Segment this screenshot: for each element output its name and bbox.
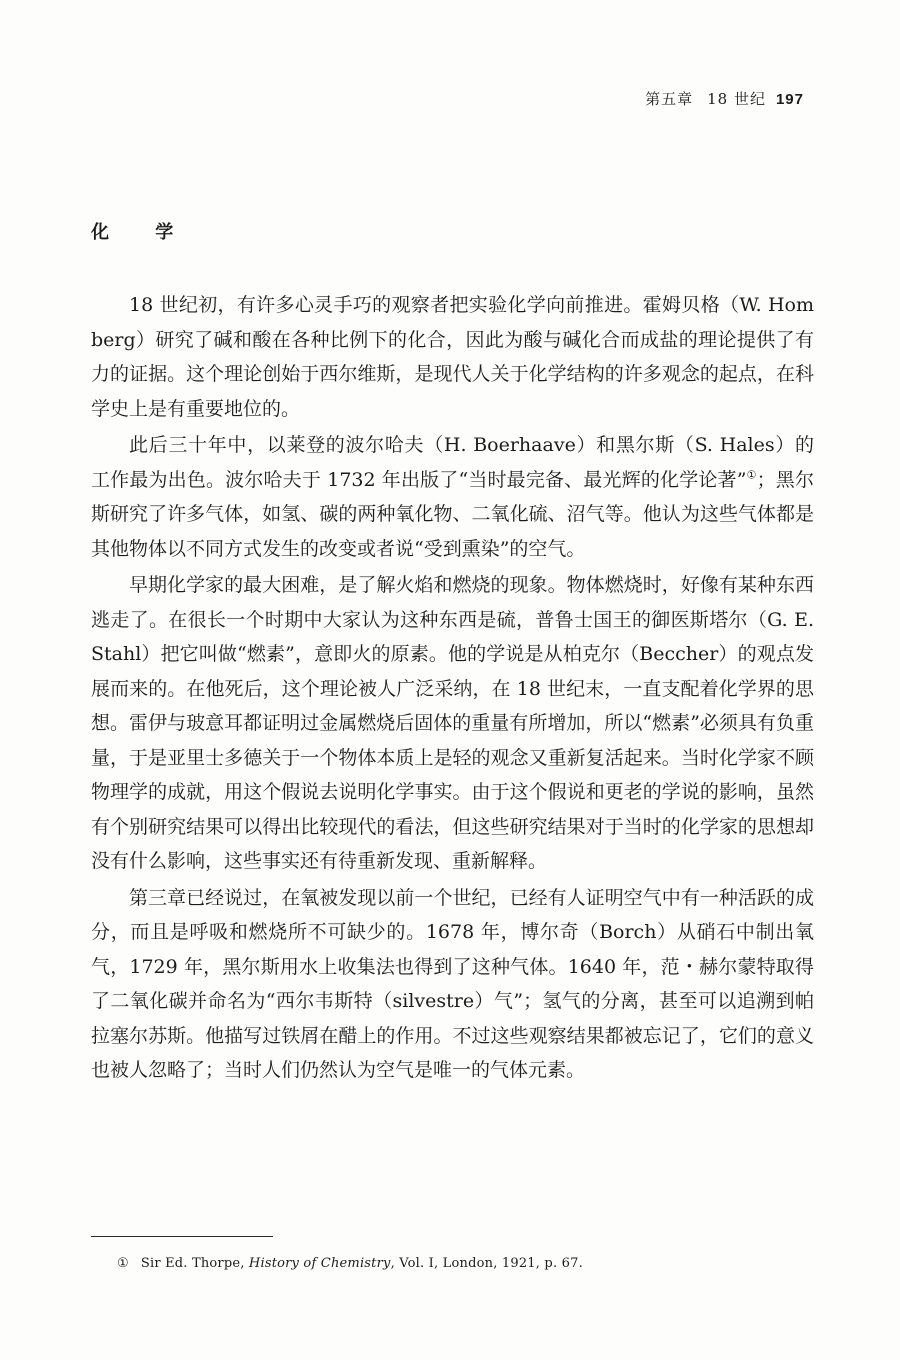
running-head bbox=[645, 88, 804, 109]
footnote-citation: , Vol. Ⅰ, London, 1921, p. 67. bbox=[390, 1256, 583, 1271]
page-number: 197 bbox=[775, 91, 804, 108]
footnote-mark: ① bbox=[117, 1256, 129, 1271]
paragraph-2-text-a: 此后三十年中，以莱登的波尔哈夫（H. Boerhaave）和黑尔斯（S. Hales）的工作最为出色。波尔哈夫于 1732 年出版了“当时最完备、最光辉的化学论著” bbox=[91, 434, 814, 491]
footnote-divider bbox=[91, 1236, 273, 1237]
chapter-label: 第五章 bbox=[645, 90, 694, 108]
paragraph-4: 第三章已经说过，在氧被发现以前一个世纪，已经有人证明空气中有一种活跃的成分，而且是呼吸和燃烧所不可缺少的。1678 年，博尔奇（Borch）从硝石中制出氧气，1729 年，黑尔斯用水上收集法也得到了这种气体。1640 年，范・赫尔蒙特取得了二氧化碳并命名为“西尔韦斯特（silvestre）气”；氢气的分离，甚至可以追溯到帕拉塞尔苏斯。他描写过铁屑在醋上的作用。不过这些观察结果都被忘记了，它们的意义也被人忽略了；当时人们仍然认为空气是唯一的气体元素。 bbox=[91, 886, 814, 1081]
paragraph-1: 18 世纪初，有许多心灵手巧的观察者把实验化学向前推进。霍姆贝格（W. Homberg）研究了碱和酸在各种比例下的化合，因此为酸与碱化合而成盐的理论提供了有力的证据。这个理论创始于西尔维斯，是现代人关于化学结构的许多观念的起点，在科学史上是有重要地位的。 bbox=[91, 294, 814, 420]
footnote-reference[interactable]: ① bbox=[746, 468, 757, 482]
footnote bbox=[117, 1256, 583, 1271]
footnote-book-title: History of Chemistry bbox=[248, 1256, 391, 1271]
section-title: 化 学 bbox=[91, 222, 194, 243]
body-text bbox=[91, 288, 814, 1088]
paragraph-2-text-b: ；黑尔斯研究了许多气体，如氢、碳的两种氧化物、二氧化硫、沼气等。他认为这些气体都是其他物体以不同方式发生的改变或者说“受到熏染”的空气。 bbox=[91, 468, 814, 560]
footnote-author: Sir Ed. Thorpe, bbox=[140, 1256, 249, 1271]
paragraph-3: 早期化学家的最大困难，是了解火焰和燃烧的现象。物体燃烧时，好像有某种东西逃走了。在很长一个时期中大家认为这种东西是硫，普鲁士国王的御医斯塔尔（G. E. Stahl）把它叫做“燃素”，意即火的原素。他的学说是从柏克尔（Beccher）的观点发展而来的。在他死后，这个理论被人广泛采纳，在 18 世纪末，一直支配着化学界的思想。雷伊与玻意耳都证明过金属燃烧后固体的重量有所增加，所以“燃素”必须具有负重量，于是亚里士多德关于一个物体本质上是轻的观念又重新复活起来。当时化学家不顾物理学的成就，用这个假说去说明化学事实。由于这个假说和更老的学说的影响，虽然有个别研究结果可以得出比较现代的看法，但这些研究结果对于当时的化学家的思想却没有什么影响，这些事实还有待重新发现、重新解释。 bbox=[91, 574, 814, 872]
century-label: 18 世纪 bbox=[707, 90, 766, 108]
paragraph-2 bbox=[91, 428, 814, 566]
